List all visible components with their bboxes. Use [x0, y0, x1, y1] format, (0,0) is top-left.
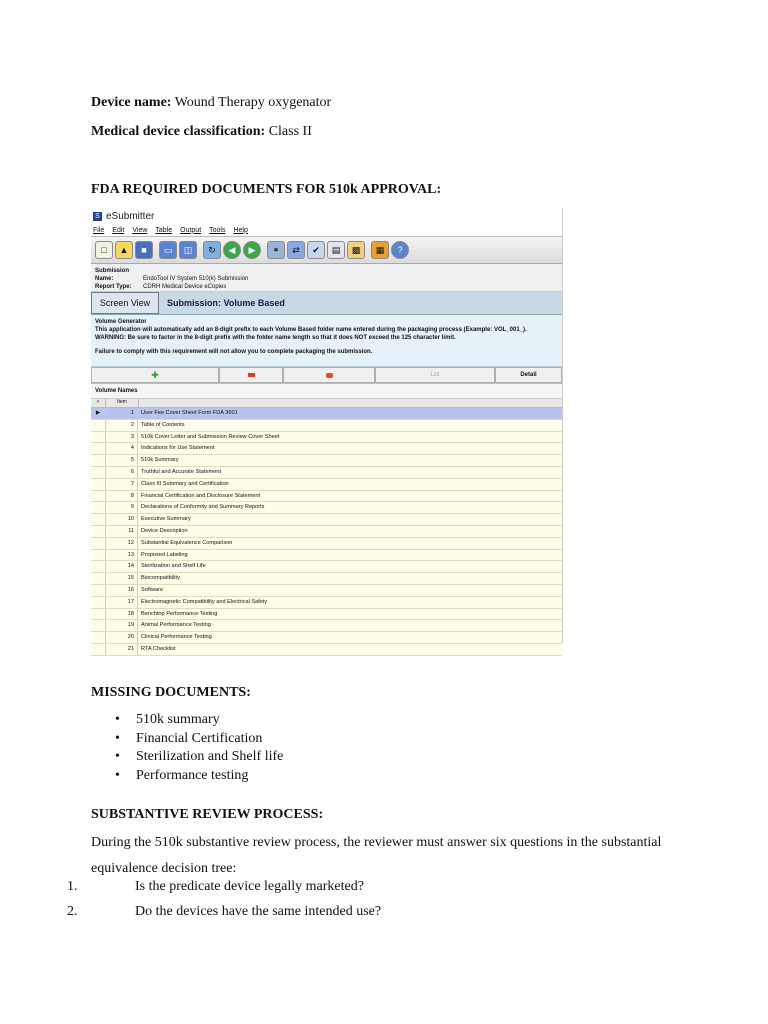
- row-volume-name: Indications for Use Statement: [141, 445, 215, 452]
- row-marker: [91, 443, 106, 454]
- volume-table-body: [91, 408, 562, 656]
- row-volume-name: Biocompatibility: [141, 575, 180, 582]
- table-row[interactable]: [91, 479, 562, 491]
- row-item-number: 2: [106, 420, 138, 431]
- submission-name-label: Submission Name:: [95, 268, 130, 282]
- menu-edit[interactable]: Edit: [112, 226, 125, 234]
- row-item-number: 3: [106, 432, 138, 443]
- generator-line1: This application will automatically add an 8-digit prefix to each Volume Based folder name entered during the packaging process (Example: VOL_001_).: [95, 327, 527, 333]
- row-marker: [91, 561, 106, 572]
- row-volume-name: RTA Checklist: [141, 645, 176, 652]
- row-volume-name: Software: [141, 586, 164, 593]
- row-volume-name: Financial Certification and Disclosure Statement: [141, 492, 261, 499]
- row-marker: [91, 632, 106, 643]
- table-row[interactable]: [91, 455, 562, 467]
- device-name-line: [91, 95, 331, 111]
- row-marker: [91, 420, 106, 431]
- report-type-label: Report Type:: [95, 284, 132, 290]
- split-view-icon[interactable]: ◫: [179, 241, 197, 259]
- classification-value: Class II: [268, 124, 312, 139]
- missing-list: [115, 712, 283, 787]
- table-row[interactable]: [91, 550, 562, 562]
- toolbar: [91, 236, 562, 264]
- row-marker: [91, 538, 106, 549]
- submission-name: EndoTool IV System 510(k) Submission: [143, 276, 249, 282]
- link-icon[interactable]: ⚭: [267, 241, 285, 259]
- row-marker: [91, 609, 106, 620]
- esubmitter-screenshot: [91, 208, 563, 652]
- volume-generator-panel: [91, 315, 562, 367]
- row-item-number: 18: [106, 609, 138, 620]
- row-volume-name: Truthful and Accurate Statement: [141, 468, 222, 475]
- row-volume-name: Sterilization and Shelf Life: [141, 563, 206, 570]
- row-volume-name: Table of Contents: [141, 421, 185, 428]
- generator-title: Volume Generator: [95, 319, 147, 325]
- table-row[interactable]: [91, 585, 562, 597]
- row-marker: [91, 479, 106, 490]
- row-marker: [91, 620, 106, 631]
- report-type: CDRH Medical Device eCopies: [143, 284, 227, 290]
- row-item-number: 9: [106, 502, 138, 513]
- row-marker: [91, 502, 106, 513]
- row-item-number: 5: [106, 455, 138, 466]
- list-item: • 510k summary: [115, 712, 283, 731]
- view-tabs: [91, 292, 562, 315]
- row-item-number: 20: [106, 632, 138, 643]
- row-volume-name: Benchtop Performance Testing: [141, 610, 218, 617]
- row-item-number: 17: [106, 597, 138, 608]
- clipboard-icon[interactable]: ▩: [347, 241, 365, 259]
- row-marker: [91, 514, 106, 525]
- table-row[interactable]: [91, 632, 562, 644]
- remove-row-button[interactable]: [219, 367, 283, 383]
- table-row[interactable]: [91, 514, 562, 526]
- table-row[interactable]: [91, 609, 562, 621]
- table-row[interactable]: [91, 561, 562, 573]
- table-row[interactable]: [91, 443, 562, 455]
- help-icon[interactable]: ?: [391, 241, 409, 259]
- row-marker: [91, 597, 106, 608]
- list-button[interactable]: List: [375, 367, 495, 383]
- table-row[interactable]: [91, 597, 562, 609]
- col-arrow: >: [91, 399, 106, 407]
- row-marker: [91, 573, 106, 584]
- row-item-number: 10: [106, 514, 138, 525]
- table-row[interactable]: [91, 502, 562, 514]
- detail-button[interactable]: Detail: [495, 367, 562, 383]
- row-item-number: 15: [106, 573, 138, 584]
- classification-label: Medical device classification:: [91, 124, 266, 139]
- question-text: Do the devices have the same intended use?: [135, 904, 382, 919]
- open-folder-icon[interactable]: ▲: [115, 241, 133, 259]
- row-item-number: 4: [106, 443, 138, 454]
- tab-submission[interactable]: Submission: Volume Based: [167, 298, 285, 308]
- table-row[interactable]: [91, 538, 562, 550]
- volume-names-label: Volume Names: [91, 384, 562, 399]
- row-marker: [91, 526, 106, 537]
- submission-info: [91, 264, 562, 292]
- list-item: • Sterilization and Shelf life: [115, 749, 283, 768]
- row-volume-name: Declarations of Conformity and Summary Reports: [141, 504, 265, 511]
- document-icon[interactable]: ▤: [327, 241, 345, 259]
- remove-icon: [248, 373, 255, 377]
- new-file-icon[interactable]: □: [95, 241, 113, 259]
- save-icon[interactable]: ■: [135, 241, 153, 259]
- row-volume-name: Substantial Equivalence Comparison: [141, 539, 233, 546]
- table-row[interactable]: [91, 408, 562, 420]
- table-button-row: [91, 367, 562, 384]
- device-name-value: Wound Therapy oxygenator: [174, 95, 332, 110]
- question-text: Is the predicate device legally marketed?: [135, 879, 364, 894]
- row-volume-name: User Fee Cover Sheet Form FDA 3601: [141, 410, 238, 416]
- row-volume-name: Device Description: [141, 527, 188, 534]
- row-volume-name: Executive Summary: [141, 516, 191, 523]
- table-row[interactable]: [91, 491, 562, 503]
- menu-view[interactable]: View: [132, 226, 148, 234]
- menu-table[interactable]: Table: [155, 226, 173, 234]
- row-item-number: 1: [106, 408, 138, 419]
- row-volume-name: Electromagnetic Compatibility and Electrical Safety: [141, 598, 268, 605]
- row-marker: [91, 467, 106, 478]
- add-row-button[interactable]: [91, 367, 219, 383]
- row-volume-name: Clinical Performance Testing: [141, 634, 212, 641]
- device-name-label: Device name:: [91, 95, 172, 110]
- row-volume-name: 510k Cover Letter and Submission Review Cover Sheet: [141, 433, 280, 440]
- tab-screen-view[interactable]: Screen View: [91, 292, 159, 314]
- table-row[interactable]: [91, 526, 562, 538]
- row-marker: [91, 491, 106, 502]
- row-volume-name: 510k Summary: [141, 457, 179, 464]
- forward-arrow-icon[interactable]: ▶: [243, 241, 261, 259]
- table-row[interactable]: [91, 467, 562, 479]
- col-item: Item: [106, 399, 139, 407]
- menu-tools[interactable]: Tools: [209, 226, 226, 234]
- row-pointer-icon: ▶: [91, 408, 106, 419]
- row-item-number: 11: [106, 526, 138, 537]
- row-item-number: 14: [106, 561, 138, 572]
- window-icon[interactable]: ▭: [159, 241, 177, 259]
- row-item-number: 12: [106, 538, 138, 549]
- table-header: [91, 399, 562, 408]
- list-item: • Performance testing: [115, 768, 283, 787]
- menu-help[interactable]: Help: [233, 226, 248, 234]
- app-icon: S: [93, 212, 102, 221]
- window-titlebar: [91, 208, 562, 224]
- row-item-number: 13: [106, 550, 138, 561]
- generator-line3: Failure to comply with this requirement will not allow you to complete packaging the submission.: [95, 349, 373, 355]
- row-volume-name: Animal Performance Testing: [141, 622, 211, 629]
- row-item-number: 6: [106, 467, 138, 478]
- table-row[interactable]: [91, 644, 562, 656]
- table-row[interactable]: [91, 420, 562, 432]
- table-row[interactable]: [91, 573, 562, 585]
- add-icon: ✚: [151, 369, 159, 380]
- refresh-icon[interactable]: ↻: [203, 241, 221, 259]
- table-row[interactable]: [91, 432, 562, 444]
- review-heading: SUBSTANTIVE REVIEW PROCESS:: [91, 807, 324, 822]
- menu-bar: [91, 224, 562, 236]
- row-item-number: 21: [106, 644, 138, 655]
- missing-heading: MISSING DOCUMENTS:: [91, 685, 251, 700]
- row-marker: [91, 644, 106, 655]
- window-title: eSubmitter: [106, 210, 155, 222]
- generator-line2: WARNING: Be sure to factor in the 8-digit prefix with the folder name length so that it does NOT exceed the 125 character limit.: [95, 335, 456, 341]
- row-marker: [91, 585, 106, 596]
- eraser-icon: [326, 373, 333, 378]
- tool-icon[interactable]: ✔: [307, 241, 325, 259]
- fda-heading: FDA REQUIRED DOCUMENTS FOR 510k APPROVAL:: [91, 182, 442, 197]
- row-volume-name: Class III Summary and Certification: [141, 480, 229, 487]
- package-icon[interactable]: ▦: [371, 241, 389, 259]
- list-item: • Financial Certification: [115, 731, 283, 750]
- clear-button[interactable]: [283, 367, 375, 383]
- row-item-number: 19: [106, 620, 138, 631]
- row-marker: [91, 455, 106, 466]
- row-item-number: 8: [106, 491, 138, 502]
- menu-file[interactable]: File: [93, 226, 105, 234]
- review-paragraph: During the 510k substantive review process, the reviewer must answer six questions in the substantial equivalence decision tree:: [91, 835, 662, 876]
- back-arrow-icon[interactable]: ◀: [223, 241, 241, 259]
- row-volume-name: Proposed Labeling: [141, 551, 188, 558]
- row-marker: [91, 550, 106, 561]
- question-number: 1.: [67, 879, 78, 894]
- sync-icon[interactable]: ⇄: [287, 241, 305, 259]
- table-row[interactable]: [91, 620, 562, 632]
- row-item-number: 7: [106, 479, 138, 490]
- row-item-number: 16: [106, 585, 138, 596]
- question-number: 2.: [67, 904, 78, 919]
- menu-output[interactable]: Output: [180, 226, 202, 234]
- row-marker: [91, 432, 106, 443]
- classification-line: [91, 124, 312, 140]
